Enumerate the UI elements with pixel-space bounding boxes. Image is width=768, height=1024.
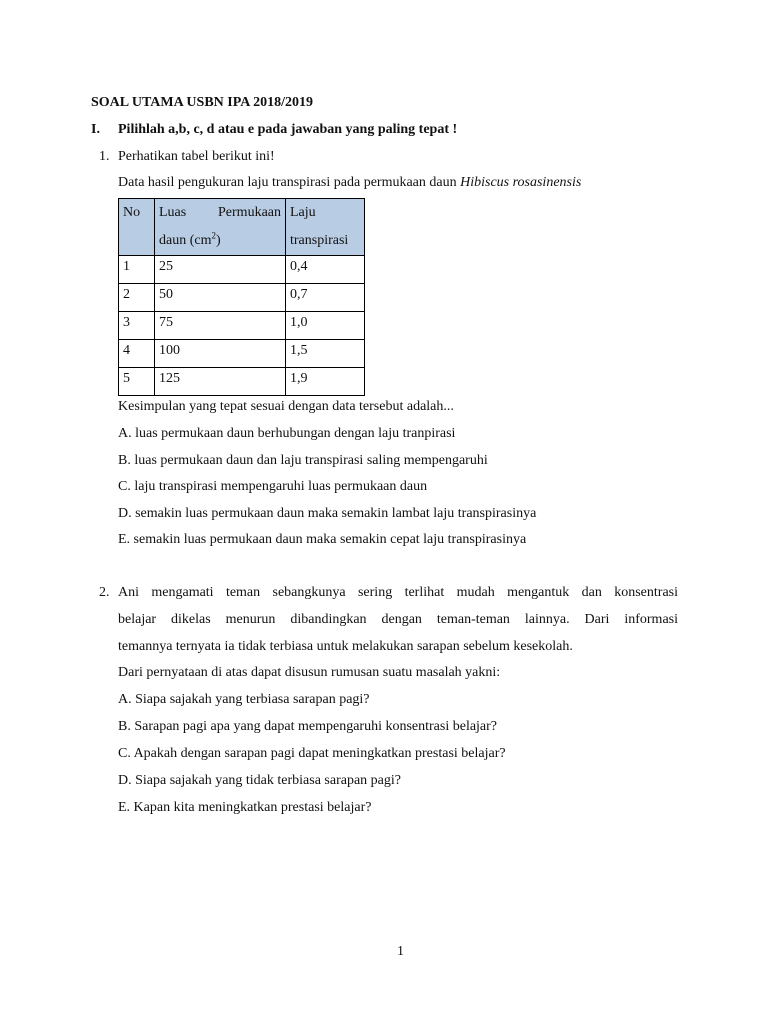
header-luas: [155, 199, 286, 256]
section-number: I.: [91, 122, 100, 137]
table-header-row: [119, 199, 365, 256]
q1-option-d: D. semakin luas permukaan daun maka semakin lambat laju transpirasinya: [118, 506, 537, 521]
q2-option-e: E. Kapan kita meningkatkan prestasi belajar?: [118, 800, 372, 815]
header-laju-word1: Laju: [290, 205, 316, 220]
q1-intro: Perhatikan tabel berikut ini!: [118, 149, 275, 164]
q1-option-a: A. luas permukaan daun berhubungan dengan laju tranpirasi: [118, 426, 456, 441]
q2-paragraph-line1: Ani mengamati teman sebangkunya sering terlihat mudah mengantuk dan konsentrasi: [118, 585, 678, 600]
q2-paragraph-line3: temannya ternyata ia tidak terbiasa untuk melakukan sarapan sebelum kesekolah.: [118, 639, 573, 654]
page-number: 1: [397, 944, 404, 959]
q1-caption-species: Hibiscus rosasinensis: [460, 175, 582, 190]
cell-luas: 125: [155, 368, 286, 396]
cell-laju: 1,5: [286, 340, 365, 368]
header-luas-sup: 2: [211, 230, 216, 241]
cell-no: 5: [119, 368, 155, 396]
q1-option-c: C. laju transpirasi mempengaruhi luas permukaan daun: [118, 479, 428, 494]
q1-caption-text: Data hasil pengukuran laju transpirasi pada permukaan daun: [118, 175, 461, 190]
q2-number: 2.: [99, 585, 110, 600]
header-luas-word2: Permukaan: [218, 205, 281, 220]
q1-number: 1.: [99, 149, 110, 164]
table-row: [119, 340, 365, 368]
cell-no: 2: [119, 284, 155, 312]
cell-laju: 0,7: [286, 284, 365, 312]
cell-laju: 1,0: [286, 312, 365, 340]
section-instruction: Pilihlah a,b, c, d atau e pada jawaban yang paling tepat !: [118, 122, 458, 137]
table-row: [119, 256, 365, 284]
header-laju: [286, 199, 365, 256]
q2-option-b: B. Sarapan pagi apa yang dapat mempengaruhi konsentrasi belajar?: [118, 719, 498, 734]
cell-luas: 100: [155, 340, 286, 368]
q2-option-a: A. Siapa sajakah yang terbiasa sarapan pagi?: [118, 692, 370, 707]
doc-title: SOAL UTAMA USBN IPA 2018/2019: [91, 95, 313, 110]
q2-question: Dari pernyataan di atas dapat disusun rumusan suatu masalah yakni:: [118, 665, 501, 680]
q2-paragraph-line2: belajar dikelas menurun dibandingkan dengan teman-teman lainnya. Dari informasi: [118, 612, 678, 627]
q1-option-b: B. luas permukaan daun dan laju transpirasi saling mempengaruhi: [118, 453, 488, 468]
header-no: No: [119, 199, 155, 256]
header-luas-unit: daun (cm: [159, 233, 212, 248]
cell-no: 1: [119, 256, 155, 284]
header-luas-close: ): [215, 233, 221, 248]
table-row: [119, 284, 365, 312]
cell-laju: 0,4: [286, 256, 365, 284]
cell-laju: 1,9: [286, 368, 365, 396]
header-luas-word1: Luas: [159, 205, 187, 220]
q2-option-c: C. Apakah dengan sarapan pagi dapat meningkatkan prestasi belajar?: [118, 746, 506, 761]
cell-luas: 75: [155, 312, 286, 340]
transpiration-table: [118, 198, 365, 396]
cell-no: 4: [119, 340, 155, 368]
q1-option-e: E. semakin luas permukaan daun maka semakin cepat laju transpirasinya: [118, 532, 527, 547]
header-laju-word2: transpirasi: [290, 233, 349, 248]
cell-luas: 25: [155, 256, 286, 284]
q1-question: Kesimpulan yang tepat sesuai dengan data tersebut adalah...: [118, 399, 454, 414]
cell-luas: 50: [155, 284, 286, 312]
q1-caption: [118, 174, 581, 192]
q2-option-d: D. Siapa sajakah yang tidak terbiasa sarapan pagi?: [118, 773, 402, 788]
cell-no: 3: [119, 312, 155, 340]
table-row: [119, 312, 365, 340]
table-row: [119, 368, 365, 396]
